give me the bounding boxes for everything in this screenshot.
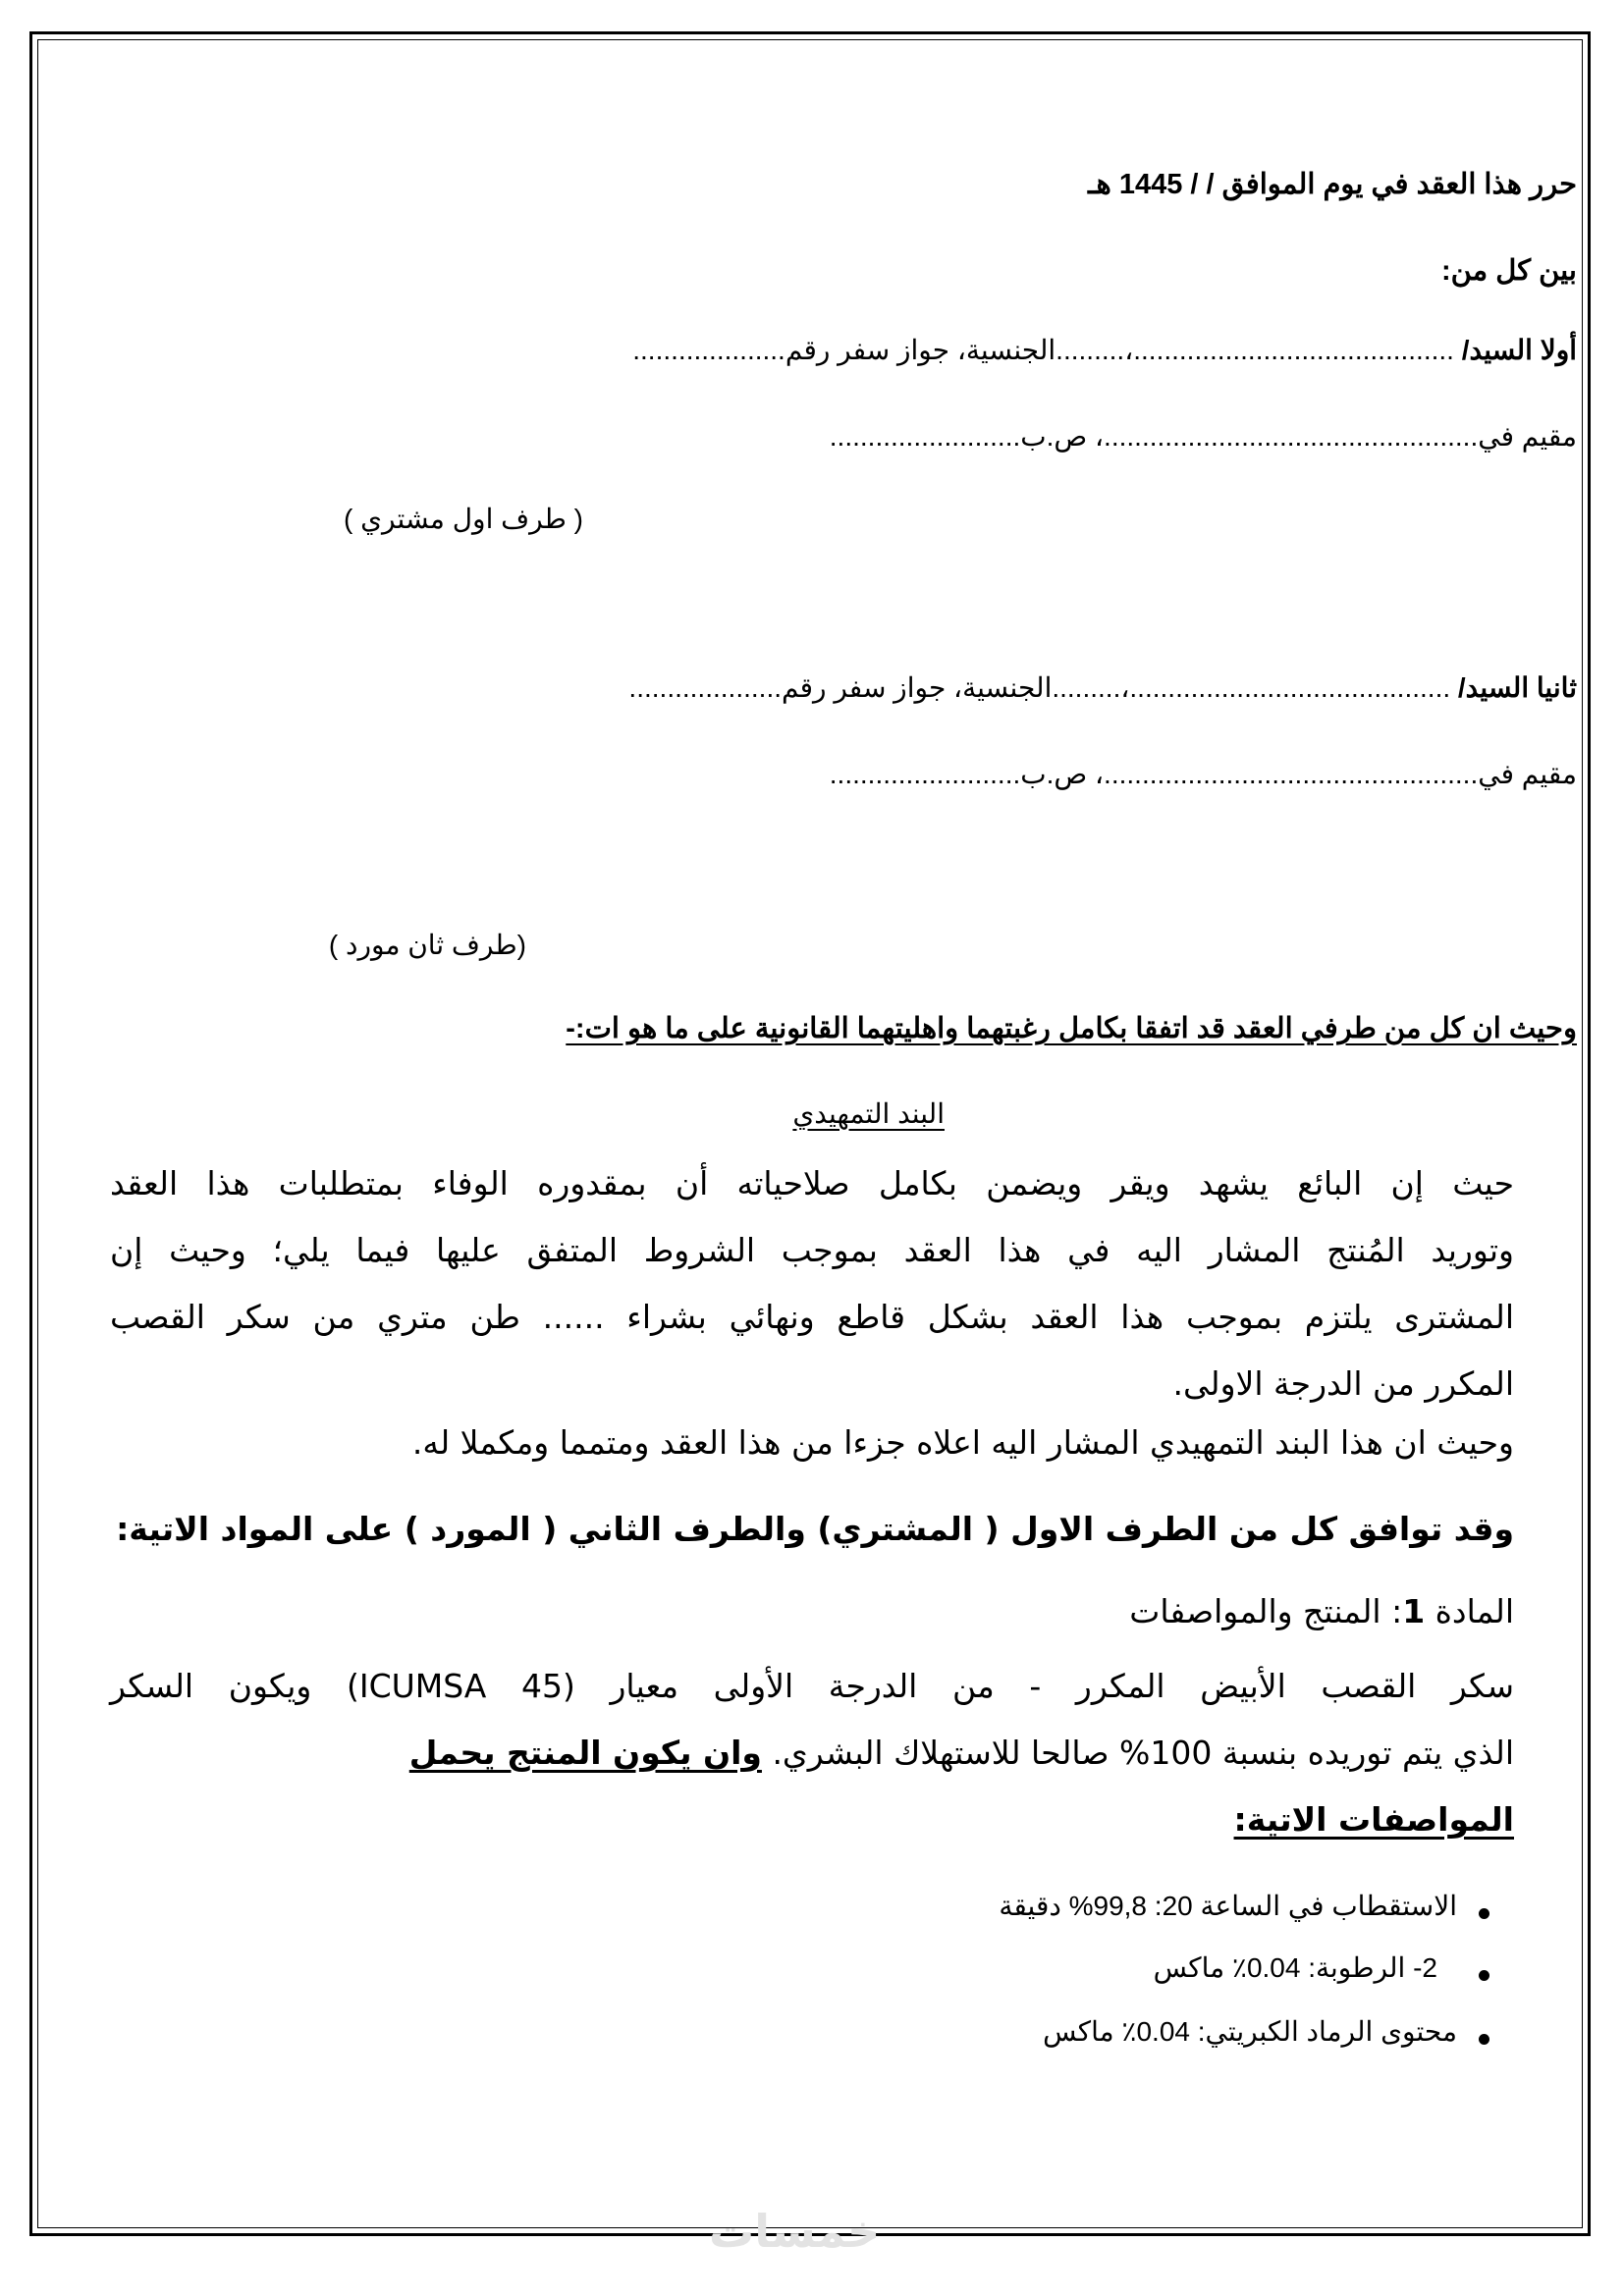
party2-residence-line: مقيم في.................................................، ص.ب......................... xyxy=(829,759,1577,789)
watermark-logo: خمسات xyxy=(709,2205,881,2258)
article1-specs-heading: المواصفات الاتية: xyxy=(1233,1800,1514,1839)
spec-item: 2- الرطوبة: 0.04٪ ماكس xyxy=(1153,1952,1437,1983)
article-title: : المنتج والمواصفات xyxy=(1129,1592,1403,1630)
preamble-line: المكرر من الدرجة الاولى. xyxy=(1172,1364,1514,1403)
party1-details: ..........................................،.........الجنسية، جواز سفر رقم.................... xyxy=(632,335,1462,365)
agreement-on-articles-line: وقد توافق كل من الطرف الاول ( المشتري) والطرف الثاني ( المورد ) على المواد الاتية: xyxy=(116,1510,1514,1548)
preamble-line: وحيث ان هذا البند التمهيدي المشار اليه اعلاه جزءا من هذا العقد ومتمما ومكملا له. xyxy=(411,1423,1514,1462)
party1-role: ( طرف اول مشتري ) xyxy=(344,504,583,534)
article1-line xyxy=(409,1734,1514,1772)
party1-residence-line: مقيم في.................................................، ص.ب......................... xyxy=(829,421,1577,452)
party1-name-label: أولا السيد/ xyxy=(1461,335,1577,365)
bullet-icon xyxy=(1479,1970,1489,1981)
contract-date-line: حرر هذا العقد في يوم الموافق / / 1445 هـ xyxy=(1087,169,1577,200)
spec-item: الاستقطاب في الساعة 20: 99,8% دقيقة xyxy=(999,1891,1457,1921)
whereas-agreement-line: وحيث ان كل من طرفي العقد قد اتفقا بكامل رغبتهما واهليتهما القانونية على ما هو ات:- xyxy=(566,1013,1577,1044)
party1-identity-line xyxy=(632,334,1577,366)
between-parties-heading: بين كل من: xyxy=(1440,255,1577,287)
preamble-line: حيث إن البائع يشهد ويقر ويضمن بكامل صلاحياته أن بمقدوره الوفاء بمتطلبات هذا العقد xyxy=(110,1164,1514,1202)
spec-item: محتوى الرماد الكبريتي: 0.04٪ ماكس xyxy=(1043,2016,1457,2047)
bullet-icon xyxy=(1479,1908,1489,1919)
party2-identity-line xyxy=(628,671,1577,704)
article1-heading xyxy=(1129,1592,1514,1630)
preamble-line: وتوريد المُنتج المشار اليه في هذا العقد بموجب الشروط المتفق عليها فيما يلي؛ وحيث إن xyxy=(110,1231,1514,1269)
article1-line: سكر القصب الأبيض المكرر - من الدرجة الأولى معيار (ICUMSA 45) ويكون السكر xyxy=(110,1667,1515,1705)
preamble-title: البند التمهيدي xyxy=(792,1098,945,1129)
party2-name-label: ثانيا السيد/ xyxy=(1457,672,1577,703)
party2-role: (طرف ثان مورد ) xyxy=(328,930,526,960)
preamble-line: المشترى يلتزم بموجب هذا العقد بشكل قاطع ونهائي بشراء ...... طن متري من سكر القصب xyxy=(110,1298,1514,1336)
article1-emphasis: وان يكون المنتج يحمل xyxy=(408,1734,762,1772)
party2-details: ..........................................،.........الجنسية، جواز سفر رقم.................... xyxy=(628,672,1458,703)
article-number: 1 xyxy=(1402,1592,1426,1630)
article-label: المادة xyxy=(1425,1592,1514,1630)
article1-text: الذي يتم توريده بنسبة 100% صالحا للاستهلاك البشري. xyxy=(761,1734,1514,1772)
bullet-icon xyxy=(1479,2034,1489,2045)
